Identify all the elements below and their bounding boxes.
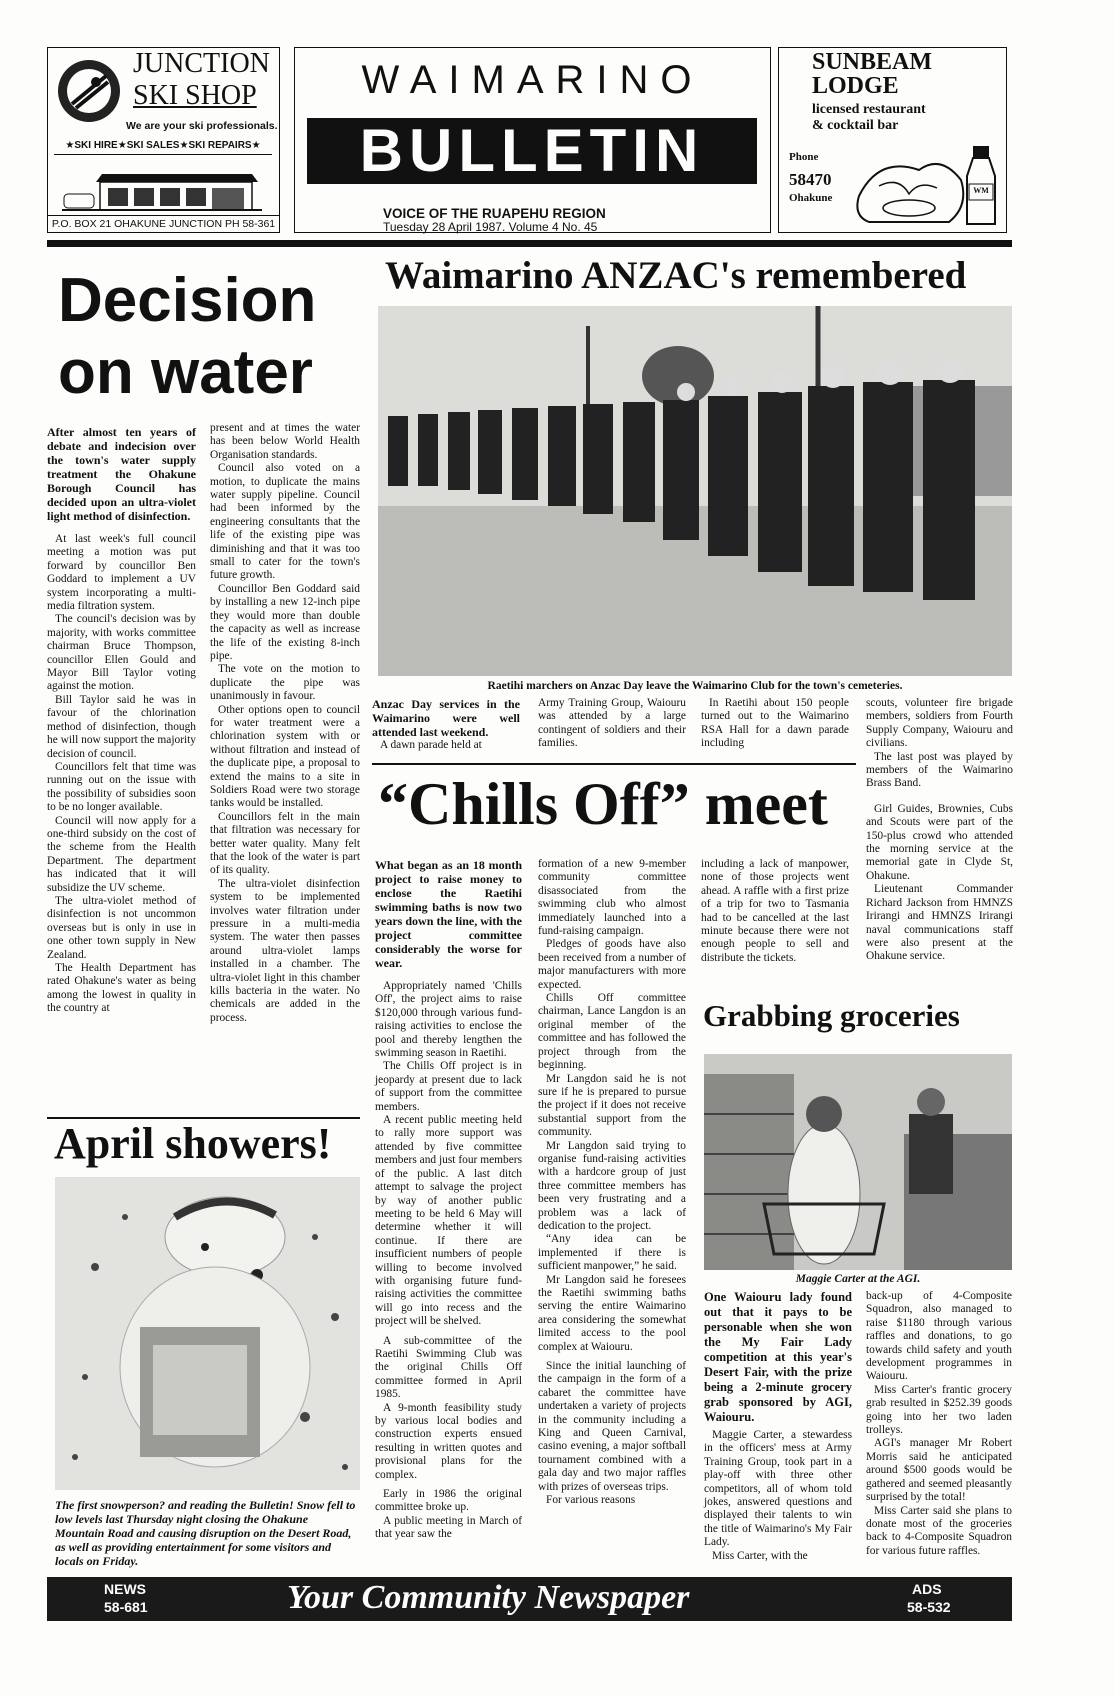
anzac-march-photo — [378, 306, 1012, 676]
chills-paragraph: The Chills Off project is in jeopardy at present due to lack of support from the committee members. — [375, 1060, 522, 1113]
water-paragraph: Bill Taylor said he was in favour of the chlorination method of disinfection, though he will now support the majority decision of council. — [47, 693, 197, 760]
april-headline: April showers! — [54, 1119, 332, 1168]
masthead-title-waimarino: WAIMARINO — [361, 58, 704, 102]
chills-paragraph: Chills Off committee chairman, Lance Langdon is an original member of the committee and has followed the project through from the beginning. — [538, 992, 686, 1072]
anzac-column-1 — [372, 697, 520, 752]
sunbeam-town: Ohakune — [789, 192, 833, 204]
chills-paragraph: A recent public meeting held to rally more support was attended by five committee members and just four members of the public. A last ditch attempt to salvage the project by way of another public meeting to be held 6 May will determine whether it will continue. If there are insufficient numbers of people willing to become involved with organising future fund-raising activities the committee will go into recess and the project will be shelved. — [375, 1114, 522, 1328]
ski-shop-name-line1: JUNCTION — [133, 48, 270, 79]
masthead-title-bulletin: BULLETIN — [307, 118, 757, 184]
chills-paragraph: “Any idea can be implemented if there is sufficient manpower,” he said. — [538, 1233, 686, 1273]
water-paragraph: The Health Department has rated Ohakune's water as being among the lowest in quality in the country at — [47, 962, 196, 1015]
footer-ads-label: ADS — [912, 1581, 942, 1597]
sunbeam-name-line2: LODGE — [812, 73, 899, 99]
anzac-paragraph: A dawn parade held at — [380, 739, 482, 751]
chills-paragraph: A 9-month feasibility study by various local bodies and construction experts ensued resulting in written quotes and provisional plans for the complex. — [375, 1401, 522, 1481]
anzac-paragraph: Lieutenant Commander Richard Jackson from HMNZS Irirangi and HMNZS Irirangi naval communications staff were also present at the Ohakune service. — [866, 883, 1013, 963]
chills-paragraph: Appropriately named 'Chills Off', the project aims to raise $120,000 through various fund-raising activities to enclose the pool and thereby lengthen the swimming season in Raetihi. — [375, 980, 522, 1060]
anzac-paragraph: scouts, volunteer fire brigade members, soldiers from Fourth Supply Company, Waiouru and civilians. — [866, 697, 1013, 750]
chills-paragraph: including a lack of manpower, none of those projects went ahead. A raffle with a first prize of a trip for two to Tasmania had to be cancelled at the last minute because there were not enough people to sell and distribute the tickets. — [701, 858, 849, 964]
ad-junction-ski-shop — [47, 47, 280, 233]
water-paragraph: Councillors felt in the main that filtration was necessary for better water quality. Many felt that the look of the water is part of its quality. — [210, 810, 360, 877]
water-paragraph: Councillors felt that time was running out on the issue with the possibility of subsidies soon to be no longer available. — [47, 760, 196, 814]
water-paragraph: The vote on the motion to duplicate the pipe was unanimously in favour. — [210, 663, 360, 703]
groceries-column-1 — [704, 1290, 852, 1563]
chills-column-1 — [375, 858, 522, 1542]
ski-shop-address: P.O. BOX 21 OHAKUNE JUNCTION PH 58-361 — [48, 215, 279, 232]
water-paragraph: Other options open to council for water treatment were a chlorination system with or without filtration and instead of the duplicate pipe, a proposal to extend the mains to a site in Soldiers Road were two storage tanks would be installed. — [210, 703, 360, 810]
groceries-paragraph: Miss Carter, with the — [712, 1549, 808, 1562]
groceries-paragraph: back-up of 4-Composite Squadron, also managed to raise $1180 through various raffles and donations, to go towards child safety and youth development programmes in Waiouru. — [866, 1290, 1012, 1383]
masthead-date: Tuesday 28 April 1987. Volume 4 No. 45 — [383, 220, 598, 234]
water-headline-line2: on water — [58, 338, 313, 407]
groceries-paragraph: Maggie Carter, a stewardess in the officers' mess at Army Training Group, took part in a play-off with three other competitors, all of whom told jokes, answered questions and displayed their talents to win the title of Waimarino's My Fair Lady. — [704, 1429, 852, 1549]
chills-paragraph: For various reasons — [546, 1494, 636, 1507]
water-paragraph: The ultra-violet disinfection system to be implemented involves water filtration under pressure in a multi-media system. The water then passes around ultra-violet lamps installed in a chamber. The ultra-violet light in this chamber kills bacteria in the water. No chemicals are added in the process. — [210, 877, 360, 1024]
water-column-1 — [47, 425, 196, 1016]
groceries-paragraph: AGI's manager Mr Robert Morris said he anticipated around $500 goods would be gathered and seemed pleasantly surprised by the total! — [866, 1437, 1012, 1504]
anzac-column-4 — [866, 697, 1013, 964]
chills-paragraph: A public meeting in March of that year saw the — [375, 1514, 522, 1541]
masthead — [294, 47, 771, 233]
april-caption: The first snowperson? and reading the Bulletin! Snow fell to low levels last Thursday night closing the Ohakune Mountain Road and causing disruption on the Desert Road, as well as providing entertainment for some visitors and locals on Friday. — [55, 1498, 356, 1568]
anzac-paragraph: The last post was played by members of the Waimarino Brass Band. — [866, 750, 1013, 790]
footer-slogan: Your Community Newspaper — [287, 1579, 690, 1616]
water-paragraph: At last week's full council meeting a motion was put forward by councillor Ben Goddard to implement a UV system incorporating a multi-media filtration system. — [47, 533, 196, 613]
chills-top-rule — [372, 763, 856, 765]
sunbeam-phone: 58470 — [789, 170, 832, 189]
chills-paragraph: A sub-committee of the Raetihi Swimming Club was the original Chills Off committee formed in April 1985. — [375, 1334, 522, 1401]
footer-news-phone: 58-681 — [104, 1599, 148, 1615]
ad-sunbeam-lodge — [778, 47, 1007, 233]
groceries-caption: Maggie Carter at the AGI. — [795, 1273, 921, 1285]
chills-paragraph: Early in 1986 the original committee broke up. — [375, 1488, 522, 1514]
groceries-paragraph: Miss Carter's frantic grocery grab resulted in $252.39 goods going into her two laden trolleys. — [866, 1383, 1012, 1437]
water-paragraph: The council's decision was by majority, with works committee chairman Bruce Thompson, councillor Ellen Gould and Mayor Bill Taylor voting against the motion. — [47, 613, 196, 693]
ski-shop-tagline: We are your ski professionals. — [126, 120, 278, 132]
chills-paragraph: Pledges of goods have also been received from a number of major manufacturers with more expected. — [538, 938, 686, 991]
chills-column-3 — [701, 858, 849, 965]
masthead-motto: VOICE OF THE RUAPEHU REGION — [383, 206, 606, 221]
water-paragraph: Council will now apply for a one-third subsidy on the cost of the scheme from the Health Department. The department has indicated that it will subsidize the UV scheme. — [47, 814, 196, 894]
water-paragraph: After almost ten years of debate and indecision over the town's water supply treatment the Ohakune Borough Council has decided upon an ultra-violet light method of disinfection. — [47, 425, 196, 523]
chills-headline: “Chills Off” meet — [378, 771, 828, 837]
sunbeam-desc-line2: & cocktail bar — [812, 118, 899, 133]
chills-paragraph: Mr Langdon said he foresees the Raetihi swimming baths serving the entire Waimarino area considering the somewhat limited access to the pool complex at Waiouru. — [538, 1273, 686, 1353]
groceries-headline: Grabbing groceries — [703, 998, 960, 1033]
anzac-paragraph: Anzac Day services in the Waimarino were well attended last weekend. — [372, 697, 520, 739]
sunbeam-phone-label: Phone — [789, 151, 819, 163]
sunbeam-name-line1: SUNBEAM — [812, 49, 933, 75]
water-paragraph: present and at times the water has been below World Health Organisation standards. — [210, 422, 360, 461]
water-paragraph: Council also voted on a motion, to duplicate the mains water supply pipeline. Council had been informed by the engineering consultants that the life of the existing pipe was diminishing and that it was too small to cater for the town's future growth. — [210, 462, 360, 582]
footer-ads-phone: 58-532 — [907, 1599, 951, 1615]
sunbeam-desc-line1: licensed restaurant — [812, 102, 926, 117]
anzac-headline: Waimarino ANZAC's remembered — [385, 254, 967, 297]
chills-paragraph: Mr Langdon said he is not sure if he is prepared to pursue the project if it does not receive substantial support from the community. — [538, 1072, 686, 1139]
grocery-grab-photo — [704, 1054, 1012, 1270]
anzac-column-2 — [538, 697, 686, 751]
ski-shop-name-line2: SKI SHOP — [133, 80, 257, 111]
footer-news-label: NEWS — [104, 1581, 146, 1597]
anzac-paragraph: Army Training Group, Waiouru was attended by a large contingent of soldiers and their families. — [538, 697, 686, 750]
anzac-paragraph: Girl Guides, Brownies, Cubs and Scouts were part of the 150-plus crowd who attended the morning service at the memorial gate in Clyde St, Ohakune. — [866, 802, 1013, 882]
chills-paragraph: What began as an 18 month project to raise money to enclose the Raetihi swimming baths is now two years down the line, with the project committee considerably the worse for wear. — [375, 858, 522, 970]
chills-paragraph: Mr Langdon said trying to organise fund-raising activities with a hardcore group of just three committee members has been very frustrating and a problem was a lack of dedication to the project. — [538, 1139, 686, 1232]
ski-shop-services: ★SKI HIRE★SKI SALES★SKI REPAIRS★ — [54, 140, 272, 155]
chills-paragraph: Since the initial launching of the campaign in the form of a cabaret the committee have undertaken a variety of projects in the community including a King and Queen Carnival, casino evening, a major softball tournament combined with a gala day and two major raffles with prizes of overseas trips. — [538, 1360, 686, 1493]
snowperson-photo — [55, 1177, 360, 1490]
water-headline-line1: Decision — [58, 266, 317, 335]
water-paragraph: The ultra-violet method of disinfection is not uncommon overseas but is only in use in one other town supply in New Zealand. — [47, 894, 196, 961]
footer-bar — [47, 1577, 1012, 1621]
groceries-paragraph: One Waiouru lady found out that it pays to be personable when she won the My Fair Lady competition at this year's Desert Fair, with the prize being a 2-minute grocery grab sponsored by AGI, Waiouru. — [704, 1290, 852, 1424]
chills-column-2 — [538, 858, 686, 1508]
anzac-paragraph: In Raetihi about 150 people turned out to the Waimarino RSA Hall for a dawn parade including — [701, 697, 849, 750]
groceries-column-2 — [866, 1290, 1012, 1558]
water-column-2 — [210, 422, 360, 1025]
header-rule — [47, 240, 1012, 247]
anzac-caption: Raetihi marchers on Anzac Day leave the Waimarino Club for the town's cemeteries. — [487, 680, 903, 692]
sunbeam-bottle-label: WM — [973, 186, 989, 195]
anzac-column-3 — [701, 697, 849, 751]
water-paragraph: Councillor Ben Goddard said by installing a new 12-inch pipe they would more than double the capacity as well as increase the life of the existing 8-inch pipe. — [210, 582, 360, 662]
groceries-paragraph: Miss Carter said she plans to donate most of the groceries back to 4-Composite Squadron for various future raffles. — [866, 1504, 1012, 1557]
chills-paragraph: formation of a new 9-member community committee disassociated from the swimming club who almost immediately launched into a fund-raising campaign. — [538, 858, 686, 938]
ski-shop-building-icon — [62, 164, 262, 212]
sunbeam-bottle-glass-icon — [849, 136, 1001, 228]
ski-logo-icon — [58, 60, 120, 122]
